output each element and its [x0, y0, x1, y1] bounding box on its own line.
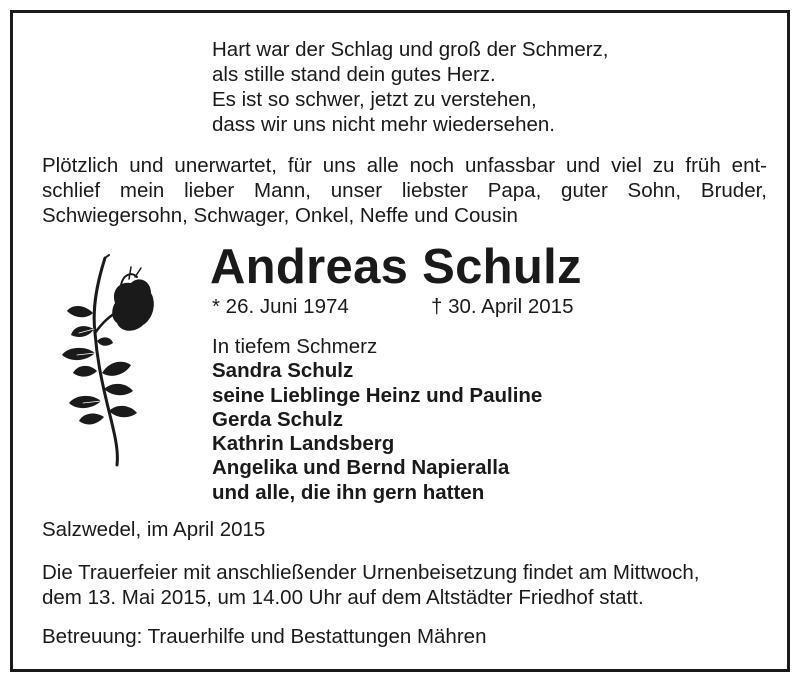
- poem: [212, 37, 609, 137]
- place-date: Salzwedel, im April 2015: [42, 518, 266, 541]
- poem-line: Es ist so schwer, jetzt zu verstehen,: [212, 88, 537, 111]
- deceased-name: Andreas Schulz: [210, 240, 582, 294]
- service-info: [42, 560, 773, 610]
- mourners-block: [212, 335, 542, 505]
- poem-line: als stille stand dein gutes Herz.: [212, 63, 496, 86]
- mourners-heading: In tiefem Schmerz: [212, 335, 378, 358]
- intro-line: Schwiegersohn, Schwager, Onkel, Neffe und Cousin: [42, 204, 518, 227]
- mourner-name: und alle, die ihn gern hatten: [212, 480, 485, 504]
- poem-line: Hart war der Schlag und groß der Schmerz,: [212, 38, 609, 61]
- mourner-name: Sandra Schulz: [212, 359, 354, 383]
- mourner-name: Angelika und Bernd Napieralla: [212, 456, 510, 480]
- service-line: dem 13. Mai 2015, um 14.00 Uhr auf dem Altstädter Friedhof statt.: [42, 586, 644, 609]
- poem-line: dass wir uns nicht mehr wiedersehen.: [212, 113, 555, 136]
- life-dates: [212, 295, 574, 319]
- mourner-name: Kathrin Landsberg: [212, 432, 395, 456]
- mourner-name: seine Lieblinge Heinz und Pauline: [212, 383, 543, 407]
- funeral-home-credit: Betreuung: Trauerhilfe und Bestattungen Mähren: [42, 625, 487, 648]
- obituary-frame: [10, 10, 790, 672]
- intro-line: schlief mein lieber Mann, unser liebster Papa, guter Sohn, Bruder,: [42, 179, 767, 202]
- birth-date: * 26. Juni 1974: [212, 295, 349, 318]
- intro-line: Plötzlich und unerwartet, für uns alle noch unfassbar und viel zu früh ent-: [42, 154, 767, 177]
- death-date: † 30. April 2015: [431, 295, 574, 318]
- intro-paragraph: [42, 153, 767, 228]
- rose-icon: [47, 253, 157, 468]
- mourner-name: Gerda Schulz: [212, 407, 344, 431]
- service-line: Die Trauerfeier mit anschließender Urnenbeisetzung findet am Mittwoch,: [42, 561, 700, 584]
